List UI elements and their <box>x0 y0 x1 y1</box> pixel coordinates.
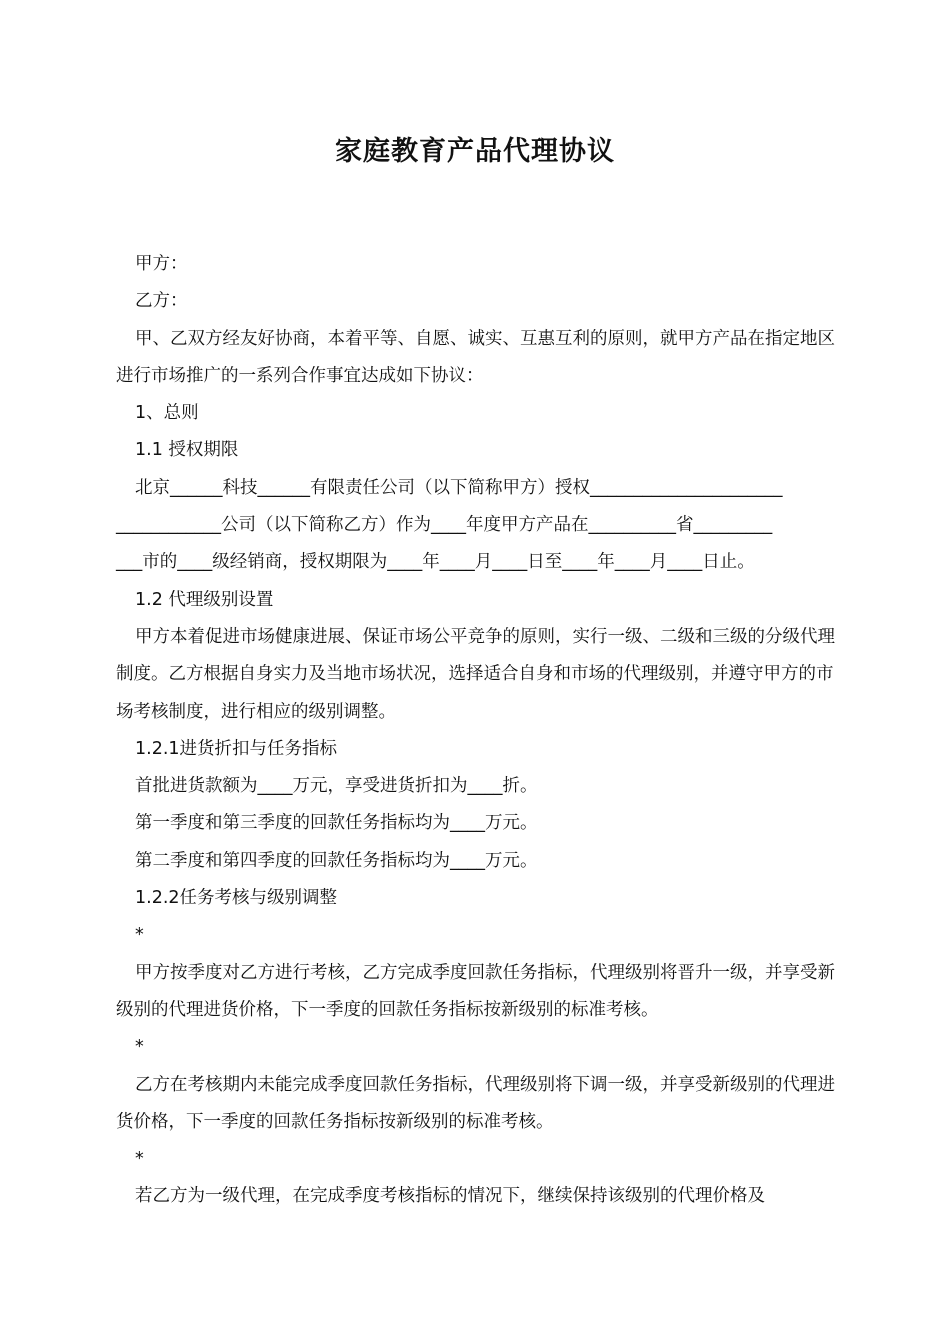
section-heading-1-2-1: 1.2.1进货折扣与任务指标 <box>135 738 338 759</box>
section-heading-1-1: 1.1 授权期限 <box>135 440 239 461</box>
level-paragraph: 甲方本着促进市场健康进展、保证市场公平竞争的原则，实行一级、二级和三级的分级代理制度。乙方根据自身实力及当地市场状况，选择适合自身和市场的代理级别，并遵守甲方的市场考核制度，进行相应的级别调整。 <box>116 626 835 722</box>
bullet-marker-1: * <box>135 925 144 946</box>
section-heading-1-2-2: 1.2.2任务考核与级别调整 <box>135 888 338 909</box>
section-heading-1-2: 1.2 代理级别设置 <box>135 589 274 610</box>
document-body <box>116 246 848 1216</box>
authorization-line-2: ____________公司（以下简称乙方）作为____年度甲方产品在__________省_________ <box>116 515 773 536</box>
bullet-marker-3: * <box>135 1149 144 1170</box>
rule-paragraph-1: 甲方按季度对乙方进行考核，乙方完成季度回款任务指标，代理级别将晋升一级，并享受新级别的代理进货价格，下一季度的回款任务指标按新级别的标准考核。 <box>116 962 835 1020</box>
rule-paragraph-2: 乙方在考核期内未能完成季度回款任务指标，代理级别将下调一级，并享受新级别的代理进货价格，下一季度的回款任务指标按新级别的标准考核。 <box>116 1074 835 1132</box>
document-title: 家庭教育产品代理协议 <box>335 136 615 167</box>
q1-q3-target-line: 第一季度和第三季度的回款任务指标均为____万元。 <box>135 813 538 834</box>
first-order-line: 首批进货款额为____万元，享受进货折扣为____折。 <box>135 776 538 797</box>
section-heading-1: 1、总则 <box>135 403 199 424</box>
bullet-marker-2: * <box>135 1037 144 1058</box>
party-b-line: 乙方： <box>135 291 188 312</box>
authorization-line-3: ___市的____级经销商，授权期限为____年____月____日至____年____月____日止。 <box>116 552 755 573</box>
rule-paragraph-3: 若乙方为一级代理，在完成季度考核指标的情况下，继续保持该级别的代理价格及 <box>135 1186 765 1207</box>
intro-paragraph: 甲、乙双方经友好协商，本着平等、自愿、诚实、互惠互利的原则，就甲方产品在指定地区进行市场推广的一系列合作事宜达成如下协议： <box>116 328 835 386</box>
authorization-line-1: 北京______科技______有限责任公司（以下简称甲方）授权______________________ <box>135 477 783 498</box>
party-a-line: 甲方： <box>135 254 188 274</box>
q2-q4-target-line: 第二季度和第四季度的回款任务指标均为____万元。 <box>135 850 538 871</box>
